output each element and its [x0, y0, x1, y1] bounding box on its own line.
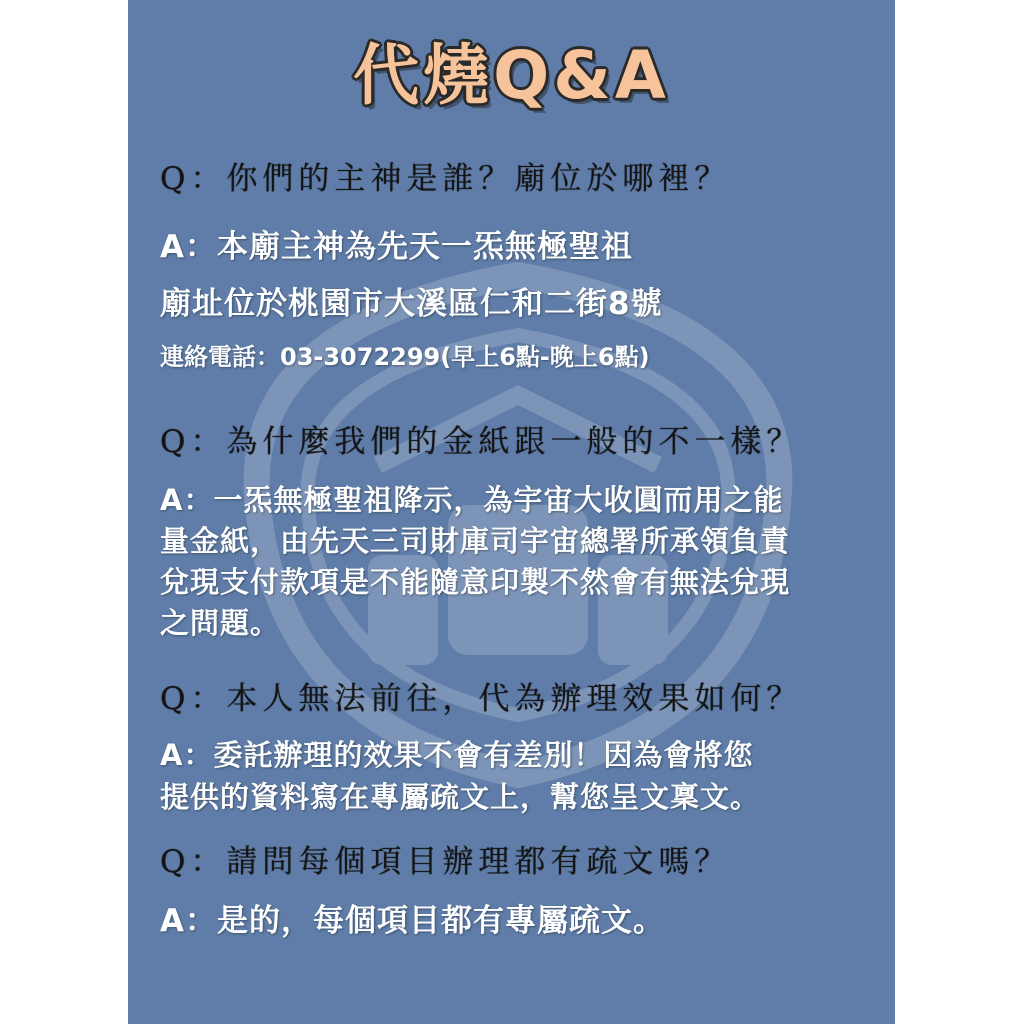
faq-answer-2-line-4: 之問題。	[160, 606, 281, 640]
faq-answer-1-line-3: 連絡電話：03-3072299(早上6點-晚上6點)	[160, 343, 650, 371]
faq-answer-3-line-1: A：委託辦理的效果不會有差別！因為會將您	[160, 738, 754, 772]
qa-poster	[128, 0, 895, 1024]
faq-question-3: Q：本人無法前往，代為辦理效果如何？	[160, 681, 803, 717]
page-title: 代燒Q&A	[353, 37, 670, 114]
faq-answer-2-line-2: 量金紙，由先天三司財庫司宇宙總署所承領負責	[160, 524, 791, 558]
faq-question-4: Q：請問每個項目辦理都有疏文嗎？	[160, 844, 731, 880]
faq-answer-2-line-1: A：一炁無極聖祖降示，為宇宙大收圓而用之能	[160, 483, 784, 517]
faq-question-1: Q：你們的主神是誰？廟位於哪裡？	[160, 161, 731, 197]
faq-answer-1-line-1: A：本廟主神為先天一炁無極聖祖	[160, 229, 633, 265]
faq-answer-3-line-2: 提供的資料寫在專屬疏文上，幫您呈文稟文。	[160, 780, 761, 814]
faq-question-2: Q：為什麼我們的金紙跟一般的不一樣？	[160, 424, 803, 460]
faq-answer-2-line-3: 兌現支付款項是不能隨意印製不然會有無法兌現	[160, 565, 791, 599]
faq-answer-1-line-2: 廟址位於桃園市大溪區仁和二街8號	[160, 286, 663, 322]
faq-answer-4-line-1: A：是的，每個項目都有專屬疏文。	[160, 903, 665, 939]
